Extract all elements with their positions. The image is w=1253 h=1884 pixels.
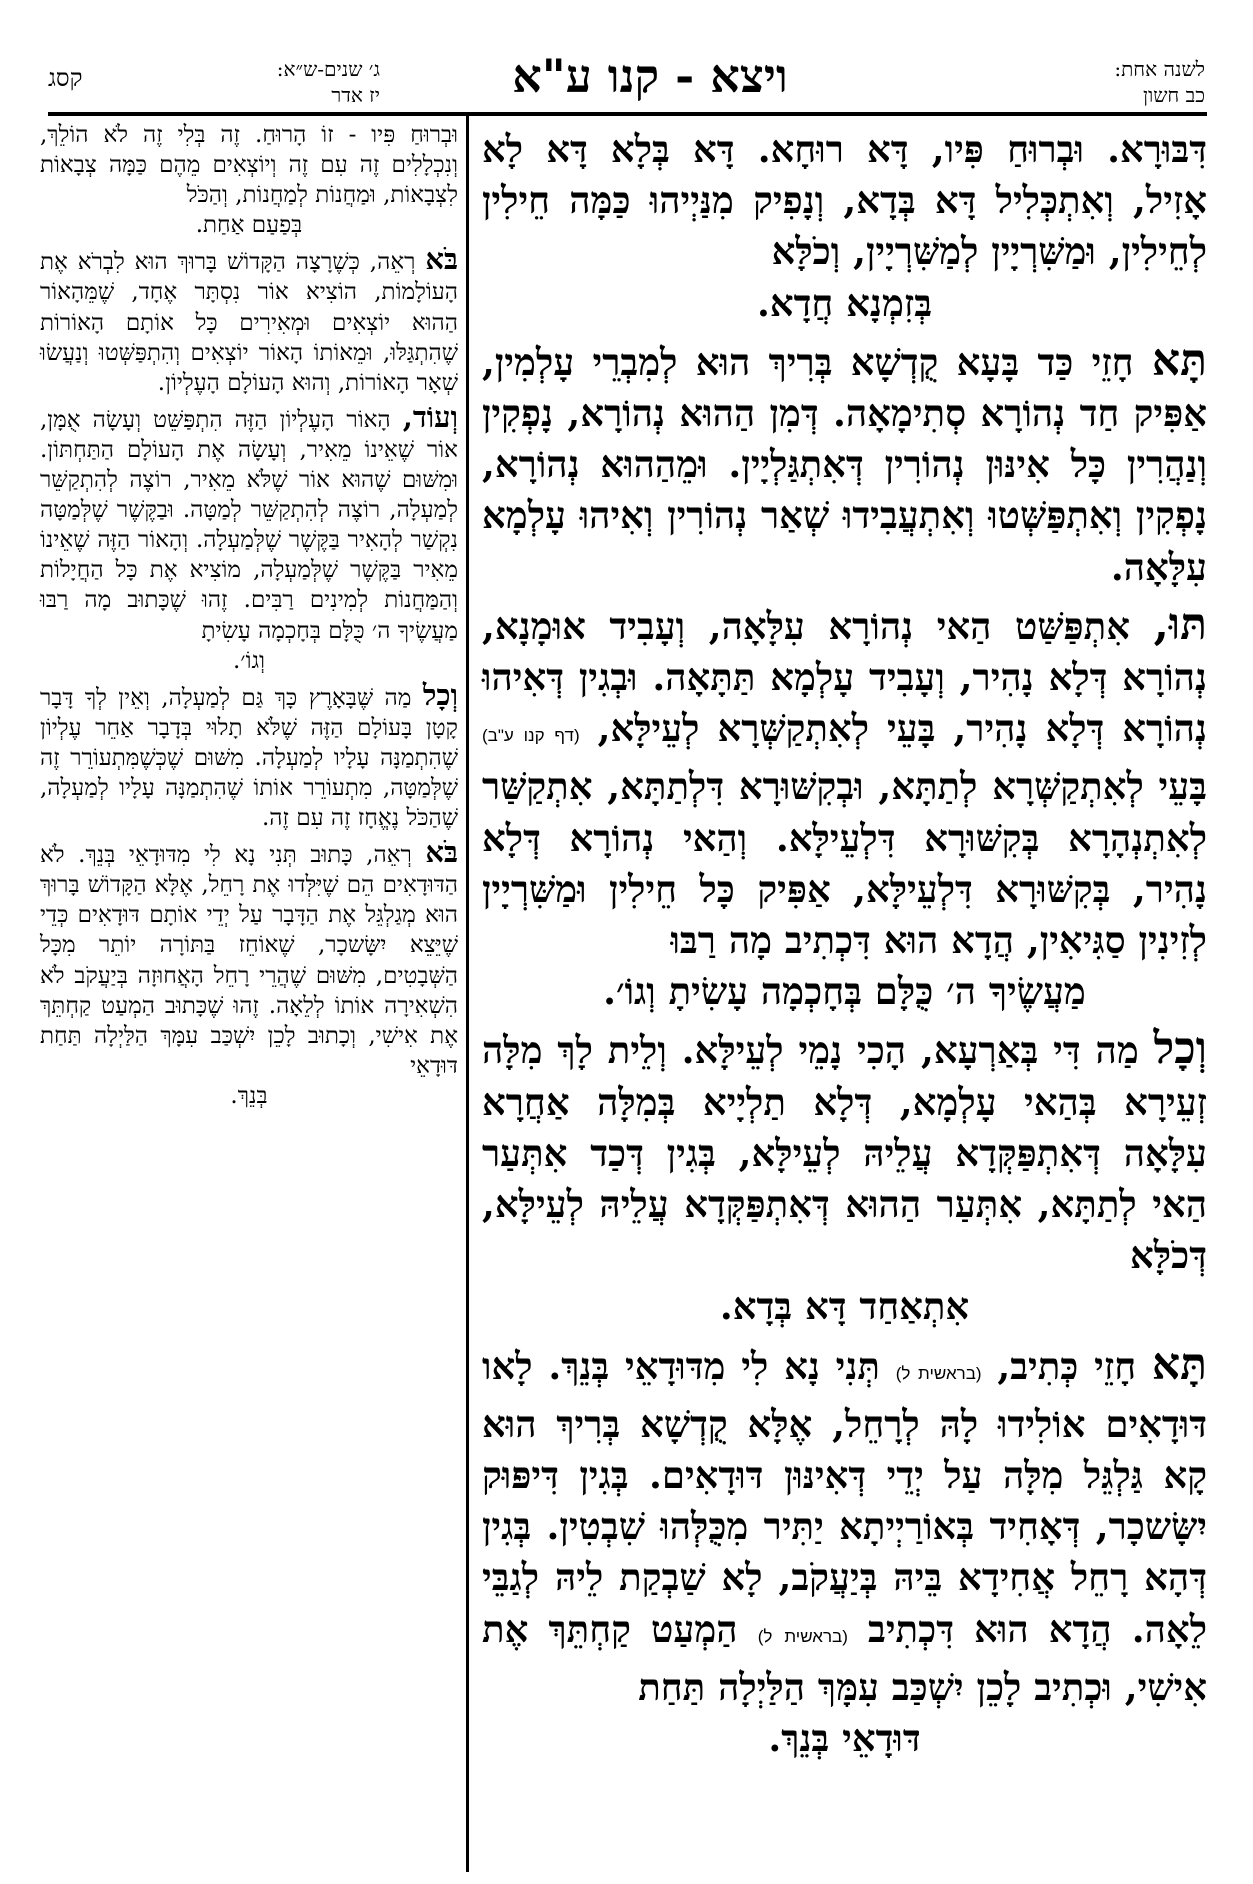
header-rule (48, 112, 1207, 116)
main-p2-first-word: תָּא (1151, 334, 1207, 386)
main-p4-text: מַה דִּי בְּאַרְעָא, הָכִי נָמֵי לְעֵילָּא. וְלֵית לָךְ מִלָּה זְעֵירָא בְּהַאי עָלְמָא, דְּלָא תַלְיָיא בְּמִלָּה אַחֲרָא עִלָּאָה דְּאִתְפַּקְּדָא עֲלֵיהּ לְעֵילָּא, בְּגִין דְּכַד אִתְּעַר הַאי לְתַתָּא, אִתְּעַר הַהוּא דְּאִתְפַּקְּדָא עֲלֵיהּ לְעֵילָּא, דְּכֹלָּא (482, 1028, 1207, 1278)
page-reference: (דף קנו ע"ב) (482, 726, 580, 746)
main-p3-first-word: תּוּ, (1153, 598, 1207, 650)
main-p1-end: בְּזִמְנָא חֲדָא. (756, 280, 933, 325)
main-p5-text-c: הַמְעַט קַחְתֵּךְ אֶת אִישִׁי, וּכְתִיב לָכֵן יִשְׁכַּב עִמָּךְ הַלַּיְלָה תַּחַת (482, 1606, 1207, 1709)
main-p4-end: אִתְאַחַד דָּא בְּדָא. (719, 1284, 970, 1329)
column-divider (466, 112, 469, 1872)
translation-paragraph (40, 837, 458, 1081)
trans-t4-first-word: וְכָל (422, 677, 458, 712)
main-paragraph (482, 124, 1207, 278)
main-paragraph (482, 335, 1207, 593)
trans-t5-text: רְאֵה, כָּתוּב תְּנִי נָא לִי מִדּוּדָאֵי בְּנֵךְ. לֹא הַדּוּדָאִים הֵם שֶׁיִּלְּדוּ אֶת רָחֵל, אֶלָּא הַקָּדוֹשׁ בָּרוּךְ הוּא מְגַלְגֵּל אֶת הַדָּבָר עַל יְדֵי אוֹתָם דּוּדָאִים כְּדֵי שֶׁיֵּצֵא יִשָּׂשכָר, שֶׁאוֹחֵז בַּתּוֹרָה יוֹתֵר מִכָּל הַשְּׁבָטִים, מִשּׁוּם שֶׁהֲרֵי רָחֵל הָאֲחוּזָה בְּיַעֲקֹב לֹא הִשְׁאִירָה אוֹתוֹ לְלֵאָה. זֶהוּ שֶׁכָּתוּב הַמְעַט קַחְתֵּךְ אֶת אִישִׁי, וְכָתוּב לָכֵן יִשְׁכַּב עִמָּךְ הַלַּיְלָה תַּחַת דּוּדָאֵי (40, 842, 458, 1079)
main-p5-first-word: תָּא (1151, 1338, 1207, 1390)
main-p5-end: דּוּדָאֵי בְּנֵךְ. (768, 1716, 921, 1761)
translation-paragraph (40, 120, 458, 210)
trans-t3-first-word: וְעוֹד, (402, 399, 459, 434)
header-date-right-line1: לשנה אחת: (1114, 57, 1205, 81)
trans-t2-first-word: בֹּא (425, 242, 458, 277)
header-date-left-line2: יז אדר (331, 83, 380, 107)
trans-t3-text: הָאוֹר הָעֶלְיוֹן הַזֶּה הִתְפַּשֵּׁט וְעָשָׂה אֻמָּן, אוֹר שֶׁאֵינוֹ מֵאִיר, וְעָשָׂה אֶת הָעוֹלָם הַתַּחְתּוֹן. וּמִשּׁוּם שֶׁהוּא אוֹר שֶׁלֹּא מֵאִיר, רוֹצֶה לְהִתְקַשֵּׁר לְמַעְלָה, רוֹצֶה לְהִתְקַשֵּׁר לְמַטָּה. וּבַקֶּשֶׁר שֶׁלְּמַטָּה נִקְשַׁר לְהָאִיר בַּקֶּשֶׁר שֶׁלְּמַעְלָה. וְהָאוֹר הַזֶּה שֶׁאֵינוֹ מֵאִיר בַּקֶּשֶׁר שֶׁלְּמַעְלָה, מוֹצִיא אֶת כָּל הַחֲיָלוֹת וְהַמַּחֲנוֹת לְמִינִים רַבִּים. זֶהוּ שֶׁכָּתוּב מָה רַבּוּ מַעֲשֶׂיךָ ה׳ כֻּלָּם בְּחָכְמָה עָשִׂיתָ (40, 406, 458, 644)
main-p2-text: חָזֵי כַּד בָּעָא קֻדְשָׁא בְּרִיךְ הוּא לְמִבְרֵי עָלְמִין, אַפִּיק חַד נְהוֹרָא סְתִימָאָה. דְּמִן הַהוּא נְהוֹרָא, נָפְקִין וְנַהֲרִין כָּל אִינּוּן נְהוֹרִין דְּאִתְגַּלְיָין. וּמֵהַהוּא נְהוֹרָא, נָפְקִין וְאִתְפַּשְּׁטוּ וְאִתְעֲבִידוּ שְׁאַר נְהוֹרִין וְאִיהוּ עָלְמָא עִלָּאָה. (482, 339, 1207, 589)
page-title: ויצא - קנו ע"א (512, 49, 788, 103)
header-date-left-line1: ג׳ שנים-ש״א: (276, 57, 380, 81)
translation-column (40, 120, 458, 1111)
translation-paragraph (40, 244, 458, 397)
trans-t1-text: וּבְרוּחַ פִּיו - זוֹ הָרוּחַ. זֶה בְּלִי זֶה לֹא הוֹלֵךְ, וְנִכְלָלִים זֶה עִם זֶה וְיוֹצְאִים מֵהֶם כַּמָּה צְבָאוֹת לִצְבָאוֹת, וּמַחֲנוֹת לְמַחֲנוֹת, וְהַכֹּל (40, 122, 458, 209)
main-p3-text-b: בָּעֵי לְאִתְקַשְּׁרָא לְתַתָּא, וּבְקִשּׁוּרָא דִּלְתַתָּא, אִתְקַשַּׁר לְאִתְנְהָרָא בְּקִשּׁוּרָא דִּלְעֵילָּא. וְהַאי נְהוֹרָא דְּלָא נָהִיר, בְּקִשּׁוּרָא דִּלְעֵילָּא, אַפִּיק כָּל חֵילִין וּמַשִּׁרְיָין לְזִינִין סַגִּיאִין, הֲדָא הוּא דִּכְתִיב מָה רַבּוּ (482, 764, 1207, 963)
main-text-column (482, 124, 1207, 1764)
trans-t5-end: בְּנֵךְ. (230, 1082, 268, 1109)
header-date-one-year (1035, 56, 1205, 108)
main-p1-text: דִּבּוּרָא. וּבְרוּחַ פִּיו, דָּא רוּחָא. דָּא בְּלָא דָּא לָא אָזִיל, וְאִתְכְּלִיל דָּא בְּדָא, וְנָפִיק מִנַּיְיהוּ כַּמָּה חֵילִין לְחֵילִין, וּמַשִּׁרְיָין לְמַשִּׁרְיָין, וְכֹלָּא (482, 127, 1207, 274)
main-paragraph (482, 599, 1207, 966)
main-p3-text: אִתְפַּשַּׁט הַאי נְהוֹרָא עִלָּאָה, וְעָבִיד אוּמָנָא, נְהוֹרָא דְּלָא נָהִיר, וְעָבִיד עָלְמָא תַּתָּאָה. וּבְגִין דְּאִיהוּ נְהוֹרָא דְּלָא נָהִיר, בָּעֵי לְאִתְקַשְּׁרָא לְעֵילָּא, (482, 603, 1207, 751)
trans-t3-end: וְגוֹ׳. (233, 647, 265, 674)
header-date-right-line2: כב חשון (1143, 83, 1205, 107)
trans-t5-first-word: בֹּא (425, 835, 459, 870)
trans-t4-text: מַה שֶּׁבָּאָרֶץ כָּךְ גַּם לְמַעְלָה, וְאֵין לְךָ דָּבָר קָטָן בָּעוֹלָם הַזֶּה שֶׁלֹּא תָלוּי בְּדָבָר אַחֵר עֶלְיוֹן שֶׁהִתְמַנָּה עָלָיו לְמַעְלָה. מִשּׁוּם שֶׁכְּשֶׁמִּתְעוֹרֵר זֶה שֶׁלְּמַטָּה, מִתְעוֹרֵר אוֹתוֹ שֶׁהִתְמַנָּה עָלָיו לְמַעְלָה, שֶׁהַכֹּל נֶאֱחָז זֶה עִם זֶה. (40, 684, 458, 832)
translation-paragraph (40, 399, 459, 646)
header-date-three-years (150, 56, 380, 108)
trans-t1-end: בְּפַעַם אַחַת. (195, 212, 303, 239)
verse-reference: (בראשית ל) (895, 1363, 982, 1383)
main-p3-end: מַעֲשֶׂיךָ ה׳ כֻּלָּם בְּחָכְמָה עָשִׂיתָ וְגוֹ׳. (603, 969, 1086, 1014)
trans-t2-text: רְאֵה, כְּשֶׁרָצָה הַקָּדוֹשׁ בָּרוּךְ הוּא לִבְרֹא אֶת הָעוֹלָמוֹת, הוֹצִיא אוֹר נִסְתָּר אֶחָד, שֶׁמֵּהָאוֹר הַהוּא יוֹצְאִים וּמְאִירִים כָּל אוֹתָם הָאוֹרוֹת שֶׁהִתְגַּלּוּ, וּמֵאוֹתוֹ הָאוֹר יוֹצְאִים וְהִתְפַּשְּׁטוּ וְנַעֲשׂוּ שְׁאָר הָאוֹרוֹת, וְהוּא הָעוֹלָם הָעֶלְיוֹן. (40, 249, 458, 396)
main-paragraph (482, 1023, 1207, 1281)
main-paragraph (482, 1339, 1207, 1713)
main-p5-text: חָזֵי כְּתִיב, (997, 1343, 1137, 1388)
verse-reference: (בראשית ל) (757, 1626, 848, 1646)
main-p4-first-word: וְכָל (1153, 1023, 1208, 1075)
page-number: קסג (48, 64, 83, 92)
translation-paragraph (40, 677, 458, 833)
main-p5-text-b: תְּנִי נָא לִי מִדּוּדָאֵי בְּנֵךְ. לָאו דּוּדָאִים אוֹלִידוּ לָהּ לְרָחֵל, אֶלָּא קֻדְשָׁא בְּרִיךְ הוּא קָא גַּלְגֵּל מִלָּה עַל יְדֵי דְּאִינּוּן דּוּדָאִים. בְּגִין דִּיפּוּק יִשָּׂשכָר, דְּאָחִיד בְּאוֹרַיְיתָא יַתִּיר מִכֻּלְּהוּ שִׁבְטִין. בְּגִין דְּהָא רָחֵל אֲחִידָא בֵּיהּ בְּיַעֲקֹב, לָא שַׁבְקַת לֵיהּ לְגַבֵּי לֵאָה. הֲדָא הוּא דִּכְתִיב (482, 1343, 1207, 1651)
